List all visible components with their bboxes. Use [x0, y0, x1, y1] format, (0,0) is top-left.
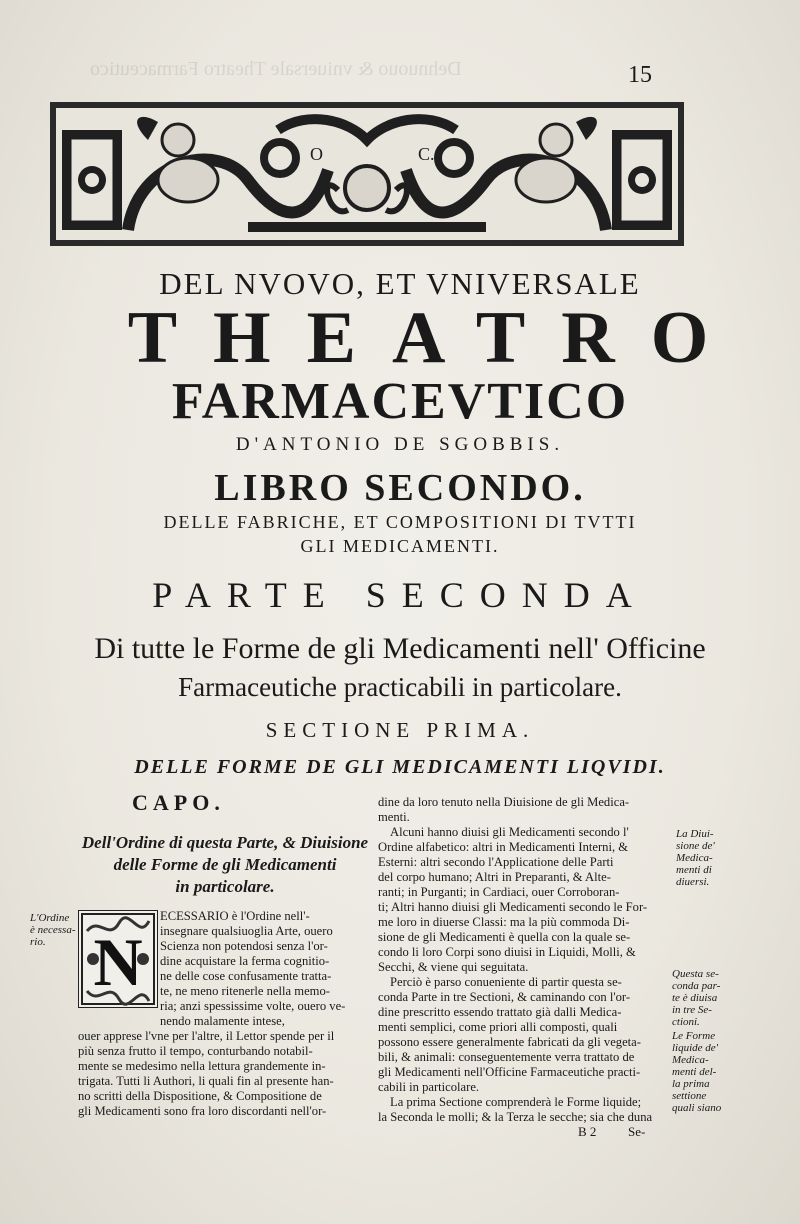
woodcut-headpiece — [48, 100, 686, 248]
page-number: 15 — [628, 62, 652, 88]
part-description-1: Di tutte le Forme de gli Medicamenti nell' Officine — [94, 632, 706, 665]
right-column-line: me loro in diuerse Classi: ma la più commoda Di- — [378, 915, 630, 929]
left-column-line: dine acquistare la ferma cognitio- — [160, 954, 330, 968]
right-column-line: menti semplici, come priori alli composti, quali — [378, 1020, 618, 1034]
margin-note: in tre Se- — [672, 1004, 712, 1016]
chapter-title-line: Dell'Ordine di questa Parte, & Diuisione — [81, 833, 369, 852]
right-column-line: Alcuni hanno diuisi gli Medicamenti secondo l' — [390, 825, 629, 839]
catchword: Se- — [628, 1124, 646, 1139]
right-column-line: Secchi, & viene qui seguitata. — [378, 960, 529, 974]
right-column-line: sione de gli Medicamenti è quella con la quale se- — [378, 930, 631, 944]
headpiece-letter-c: C. — [418, 144, 435, 164]
margin-note: menti del- — [672, 1066, 717, 1078]
margin-note: liquide de' — [672, 1042, 719, 1054]
margin-note: Medica- — [676, 852, 713, 864]
margin-note: quali siano — [672, 1102, 722, 1114]
subtitle-line-2: GLI MEDICAMENTI. — [300, 536, 500, 556]
right-column-line: possono essere generalmente fabricati da gli vegeta- — [378, 1035, 641, 1049]
margin-note: te è diuisa — [672, 992, 718, 1004]
right-column-line: menti. — [378, 810, 410, 824]
right-column-line: Ordine alfabetico: altri in Medicamenti Interni, & — [378, 840, 629, 854]
left-column-line: te, ne meno ritenerle nella memo- — [160, 984, 330, 998]
left-column-line: no scritti della Dispositione, & Compositione de — [78, 1089, 322, 1103]
margin-note: la prima — [672, 1078, 710, 1090]
right-column-line: la Seconda le molli; & la Terza le secche; sia che duna — [378, 1110, 653, 1124]
right-column-line: dine prescritto essendo trattato già dalli Medica- — [378, 1005, 622, 1019]
margin-note: L'Ordine — [30, 912, 70, 924]
right-column-line: La prima Sectione comprenderà le Forme liquide; — [390, 1095, 642, 1109]
part-description-2: Farmaceutiche practicabili in particolare. — [178, 672, 622, 702]
margin-note: settione — [672, 1090, 707, 1102]
author-line: D'ANTONIO DE SGOBBIS. — [235, 434, 565, 455]
right-column-line: cabili in particolare. — [378, 1080, 480, 1094]
left-column-line: trigata. Tutti li Authori, li quali fin al presente han- — [78, 1074, 334, 1088]
margin-note: conda par- — [672, 980, 721, 992]
margin-note: ctioni. — [672, 1016, 700, 1028]
left-column-line: ria; anzi spessissime volte, ouero ve- — [160, 999, 346, 1013]
signature-mark: B 2 — [578, 1124, 597, 1139]
left-column-line: mente se medesimo nella lettura grandemente in- — [78, 1059, 326, 1073]
margin-note: menti di — [676, 864, 712, 876]
left-column-line: più senza frutto il tempo, conturbando notabil- — [78, 1044, 313, 1058]
dropcap-letter: N — [93, 924, 143, 1000]
chapter-title-line: in particolare. — [175, 877, 275, 896]
left-column-line: nendo malamente intese, — [160, 1014, 285, 1028]
left-column-line: ne delle cose confusamente tratta- — [160, 969, 332, 983]
decorated-dropcap — [78, 910, 158, 1008]
right-column-line: del corpo humano; Altri in Preparanti, & Alte- — [378, 870, 611, 884]
margin-note: Questa se- — [672, 968, 719, 980]
left-column-line: ECESSARIO è l'Ordine nell'- — [160, 909, 310, 923]
left-column-line: ouer apprese l'vne per l'altre, il Lettor spende per il — [78, 1029, 335, 1043]
left-column-line: gli Medicamenti sono fra loro discordanti nell'or- — [78, 1104, 327, 1118]
title-line-1: DEL NVOVO, ET VNIVERSALE — [159, 266, 641, 301]
chapter-title-line: delle Forme de gli Medicamenti — [113, 855, 337, 874]
margin-note: Medica- — [672, 1054, 709, 1066]
section-heading: SECTIONE PRIMA. — [265, 718, 535, 742]
right-column-line: conda Parte in tre Sectioni, & caminando con l'or- — [378, 990, 631, 1004]
right-column-line: gli Medicamenti nell'Officine Farmaceutiche practi- — [378, 1065, 641, 1079]
right-column-line: condo li loro Corpi sono diuisi in Liquidi, Molli, & — [378, 945, 636, 959]
margin-note: La Diui- — [676, 828, 714, 840]
right-column-line: dine da loro tenuto nella Diuisione de gli Medica- — [378, 795, 630, 809]
margin-note: sione de' — [676, 840, 715, 852]
section-title: DELLE FORME DE GLI MEDICAMENTI LIQVIDI. — [134, 756, 666, 778]
headpiece-letter-o: O — [310, 144, 323, 164]
book-heading: LIBRO SECONDO. — [214, 467, 586, 509]
title-theatro: THEATRO — [127, 297, 745, 379]
margin-note: è necessa- — [30, 924, 76, 936]
bleed-through-text: Dehnuouo & vniuersale Theatro Farmaceutico — [90, 58, 462, 80]
right-column-line: ranti; in Purganti; in Cardiaci, ouer Corroboran- — [378, 885, 620, 899]
right-column-line: Esterni: altri secondo l'Applicatione delle Parti — [378, 855, 614, 869]
left-column-line: Scienza non potendosi senza l'or- — [160, 939, 328, 953]
margin-note: Le Forme — [672, 1030, 716, 1042]
title-farmaceutico: FARMACEVTICO — [171, 373, 629, 430]
right-column-line: ti; Altri hanno diuisi gli Medicamenti secondo le For- — [378, 900, 648, 914]
left-column-line: insegnare qualsiuoglia Arte, ouero — [160, 924, 333, 938]
right-column-line: Perciò è parso conueniente di partir questa se- — [390, 975, 622, 989]
right-column-line: bili, & animali: conseguentemente verra trattato de — [378, 1050, 635, 1064]
margin-note: rio. — [30, 936, 46, 948]
margin-note: diuersi. — [676, 876, 710, 888]
chapter-label: CAPO. — [132, 790, 225, 815]
part-heading: PARTE SECONDA — [152, 575, 648, 615]
subtitle-line-1: DELLE FABRICHE, ET COMPOSITIONI DI TVTTI — [163, 512, 637, 532]
